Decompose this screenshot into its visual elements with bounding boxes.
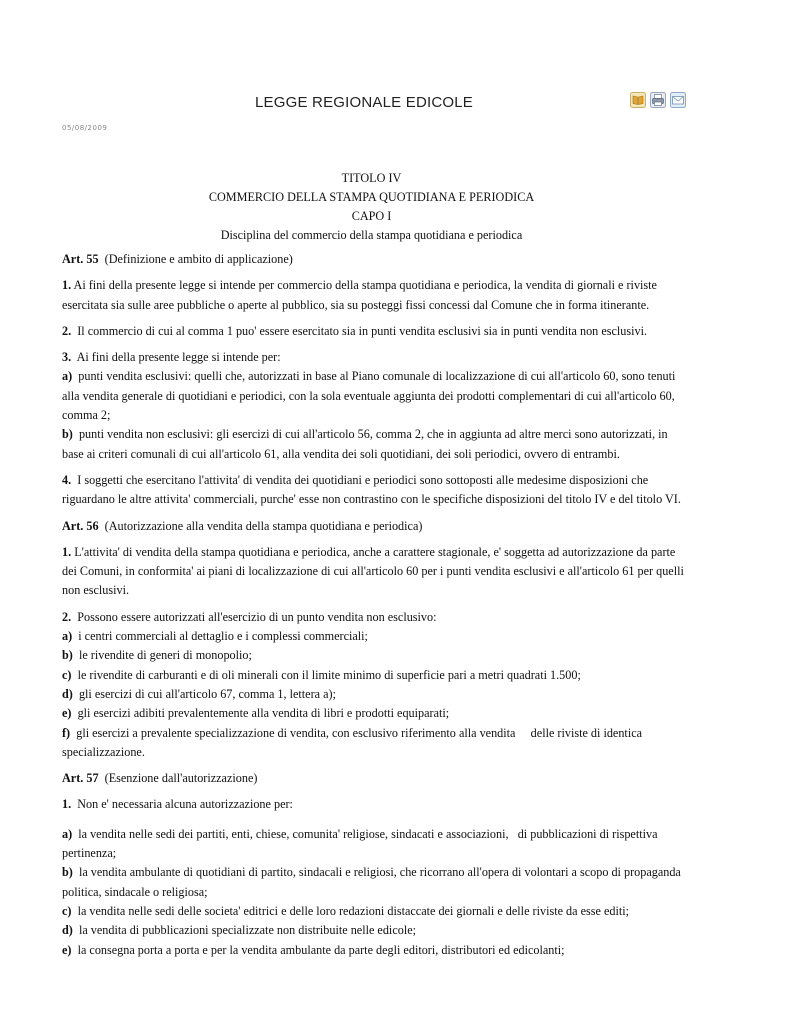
toolbar-icons [630,92,686,108]
section-heading [0,169,743,245]
paragraph: 1. L'attivita' di vendita della stampa quotidiana e periodica, anche a carattere stagionale, e' soggetta ad autorizzazione da parte dei Comuni, in conformita' ai piani di localizzazione di cui all'articolo 60 per i punti vendita esclusivi e all'articolo 61 per quelli non esclusivi. [62,544,684,598]
paragraph: 2. Il commercio di cui al comma 1 puo' essere esercitato sia in punti vendita esclusivi sia in punti vendita non esclusivi. [62,323,648,338]
paragraph: a) la vendita nelle sedi dei partiti, enti, chiese, comunita' religiose, sindacati e associazioni, di pubblicazioni di rispettiva pertinenza; b) la vendita ambulante di quotidiani di partito, sindacali e religiosi, che ricorrano all'opera di volontari a scopo di propaganda politica, sindacale o religiosa; c) la vendita nelle sedi delle societa' editrici e delle loro redazioni distaccate dei giornali e delle riviste da esse editi; d) la vendita di pubblicazioni specializzate non distribuite nelle edicole; e) la consegna porta a porta e per la vendita ambulante da parte degli editori, distributori ed edicolanti; [62,826,681,957]
article-heading: Art. 55 (Definizione e ambito di applicazione) [62,252,293,266]
paragraph: 1. Ai fini della presente legge si intende per commercio della stampa quotidiana e periodica, la vendita di giornali e riviste esercitata sia sulle aree pubbliche o aperte al pubblico, sia su posteggi fissi concessi dal Comune che in forma itinerante. [62,278,657,312]
article-heading: Art. 57 (Esenzione dall'autorizzazione) [62,771,258,786]
article-heading: Art. 56 (Autorizzazione alla vendita della stampa quotidiana e periodica) [62,518,423,533]
disciplina-heading: Disciplina del commercio della stampa quotidiana e periodica [220,228,523,242]
paragraph: 4. I soggetti che esercitano l'attivita' di vendita dei quotidiani e periodici sono sottoposti alle medesime disposizioni che riguardano le altre attivita' commerciali, purche' esse non contrastino con le specifiche disposizioni del titolo IV e del titolo VI. [62,472,681,507]
paragraph: 2. Possono essere autorizzati all'esercizio di un punto vendita non esclusivo: a) i centri commerciali al dettaglio e i complessi commerciali; b) le rivendite di generi di monopolio; c) le rivendite di carburanti e di oli minerali con il limite minimo di superficie pari a metri quadrati 1.500; d) gli esercizi di cui all'articolo 67, comma 1, lettera a); e) gli esercizi adibiti prevalentemente alla vendita di libri e prodotti equiparati; f) gli esercizi a prevalente specializzazione di vendita, con esclusivo riferimento alla vendita delle riviste di identica specializzazione. [62,609,643,759]
document-body [62,250,702,967]
book-icon[interactable] [630,92,646,108]
titolo-heading: TITOLO IV [341,171,402,185]
publication-date: 05/08/2009 [62,124,108,132]
subtitle-heading: COMMERCIO DELLA STAMPA QUOTIDIANA E PERIODICA [208,190,535,204]
page-title: LEGGE REGIONALE EDICOLE [255,94,473,111]
paragraph: 1. Non e' necessaria alcuna autorizzazione per: [62,797,293,812]
print-icon[interactable] [650,92,666,108]
paragraph: 3. Ai fini della presente legge si intende per: a) punti vendita esclusivi: quelli che, autorizzati in base al Piano comunale di localizzazione di cui all'articolo 60, sono tenuti alla vendita generale di quotidiani e periodici, con la sola eventuale aggiunta dei prodotti complementari di cui all'articolo 60, comma 2; b) punti vendita non esclusivi: gli esercizi di cui all'articolo 56, comma 2, che in aggiunta ad altre merci sono autorizzati, in base ai criteri comunali di cui all'articolo 61, alla vendita dei soli quotidiani, dei soli periodici, ovvero di entrambi. [62,350,676,461]
capo-heading: CAPO I [351,209,392,223]
mail-icon[interactable] [670,92,686,108]
